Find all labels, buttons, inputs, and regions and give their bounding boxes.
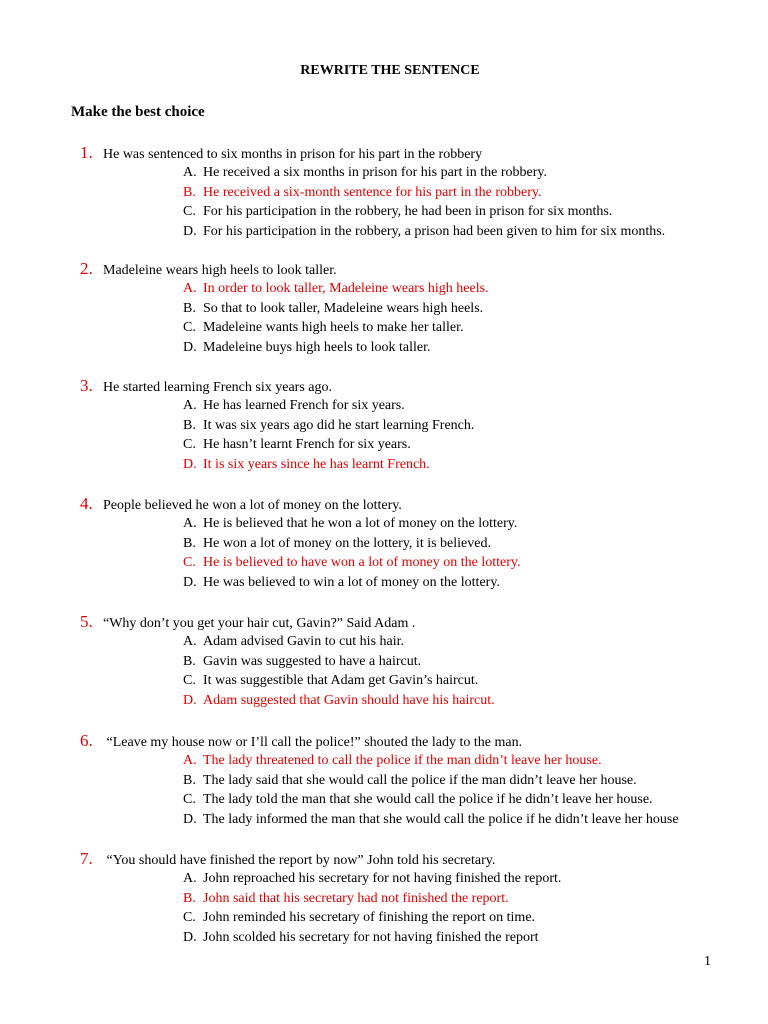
question-number: 2. [80, 259, 93, 278]
answer-option-d [183, 222, 740, 242]
option-text: He received a six-month sentence for his part in the robbery. [203, 184, 542, 200]
answer-option-d [183, 573, 740, 593]
option-text: He was believed to win a lot of money on the lottery. [203, 574, 500, 590]
option-text: He has learned French for six years. [203, 398, 405, 413]
option-text: So that to look taller, Madeleine wears high heels. [203, 300, 484, 316]
option-letter: A. [183, 281, 197, 296]
option-text: For his participation in the robbery, a prison had been given to him for six months. [203, 223, 666, 239]
question-text: “Leave my house now or I’ll call the police!” shouted the lady to the man. [103, 735, 523, 750]
answer-option-d [183, 928, 740, 948]
answer-option-c [183, 908, 740, 928]
option-letter: A. [183, 634, 197, 649]
option-letter: B. [183, 184, 196, 200]
question-text: People believed he won a lot of money on the lottery. [103, 498, 402, 513]
answer-option-d [183, 810, 740, 830]
question-stem [80, 849, 740, 869]
option-text: It was suggestible that Adam get Gavin’s haircut. [203, 673, 479, 688]
question-stem [80, 143, 740, 163]
answer-option-b [183, 534, 740, 554]
option-letter: A. [183, 165, 197, 180]
option-text: Gavin was suggested to have a haircut. [203, 653, 422, 669]
option-letter: C. [183, 437, 196, 452]
answer-option-b [183, 416, 740, 436]
question-4 [80, 494, 740, 592]
answer-option-d [183, 338, 740, 358]
answer-option-a [183, 751, 740, 771]
answer-option-a [183, 396, 740, 416]
option-letter: A. [183, 753, 197, 768]
page-number: 1 [704, 954, 711, 969]
question-7 [80, 849, 740, 947]
answer-option-c [183, 318, 740, 338]
option-letter: C. [183, 673, 196, 688]
answer-option-c [183, 790, 740, 810]
question-text: He was sentenced to six months in prison for his part in the robbery [103, 147, 483, 162]
option-text: He received a six months in prison for his part in the robbery. [203, 165, 547, 180]
question-text: He started learning French six years ago. [103, 380, 332, 395]
option-text: The lady told the man that she would call the police if he didn’t leave her house. [203, 792, 653, 807]
question-number: 3. [80, 376, 93, 395]
answer-option-c [183, 671, 740, 691]
option-letter: D. [183, 929, 197, 945]
option-text: It was six years ago did he start learning French. [203, 417, 475, 433]
option-text: He won a lot of money on the lottery, it is believed. [203, 535, 491, 551]
answer-option-c [183, 553, 740, 573]
option-letter: B. [183, 300, 196, 316]
answer-option-c [183, 202, 740, 222]
option-text: In order to look taller, Madeleine wears high heels. [203, 281, 489, 296]
option-letter: B. [183, 653, 196, 669]
option-text: He is believed to have won a lot of money on the lottery. [203, 555, 521, 570]
option-letter: C. [183, 910, 196, 925]
answer-option-b [183, 183, 740, 203]
option-letter: A. [183, 516, 197, 531]
answer-option-a [183, 632, 740, 652]
answer-option-a [183, 869, 740, 889]
option-letter: B. [183, 772, 196, 788]
question-number: 5. [80, 612, 93, 631]
option-letter: B. [183, 890, 196, 906]
option-letter: D. [183, 811, 197, 827]
question-number: 7. [80, 849, 93, 868]
question-number: 6. [80, 731, 93, 750]
option-text: The lady threatened to call the police if the man didn’t leave her house. [203, 753, 602, 768]
section-heading: Make the best choice [71, 104, 205, 120]
option-letter: C. [183, 320, 196, 335]
question-text: Madeleine wears high heels to look taller. [103, 263, 337, 278]
page-title: REWRITE THE SENTENCE [300, 63, 480, 78]
option-text: Madeleine wants high heels to make her taller. [203, 320, 464, 335]
option-text: John reminded his secretary of finishing the report on time. [203, 910, 536, 925]
option-letter: D. [183, 456, 197, 472]
option-letter: C. [183, 555, 196, 570]
option-letter: B. [183, 535, 196, 551]
question-text: “Why don’t you get your hair cut, Gavin?” Said Adam . [103, 616, 416, 631]
option-text: For his participation in the robbery, he had been in prison for six months. [203, 204, 613, 219]
answer-option-a [183, 163, 740, 183]
option-text: Adam advised Gavin to cut his hair. [203, 634, 405, 649]
option-text: John said that his secretary had not finished the report. [203, 890, 509, 906]
question-number: 4. [80, 494, 93, 513]
question-stem [80, 259, 740, 279]
answer-option-b [183, 299, 740, 319]
option-letter: D. [183, 339, 197, 355]
option-letter: A. [183, 871, 197, 886]
question-3 [80, 376, 740, 474]
option-text: The lady said that she would call the police if the man didn’t leave her house. [203, 772, 637, 788]
option-text: It is six years since he has learnt French. [203, 456, 430, 472]
option-text: He hasn’t learnt French for six years. [203, 437, 411, 452]
answer-option-d [183, 691, 740, 711]
question-stem [80, 376, 740, 396]
question-stem [80, 612, 740, 632]
option-letter: D. [183, 574, 197, 590]
option-letter: C. [183, 204, 196, 219]
question-stem [80, 494, 740, 514]
question-6 [80, 731, 740, 829]
answer-option-c [183, 435, 740, 455]
option-text: He is believed that he won a lot of money on the lottery. [203, 516, 518, 531]
option-letter: D. [183, 692, 197, 708]
option-letter: C. [183, 792, 196, 807]
question-text: “You should have finished the report by now” John told his secretary. [103, 853, 496, 868]
question-number: 1. [80, 143, 93, 162]
option-letter: B. [183, 417, 196, 433]
answer-option-d [183, 455, 740, 475]
answer-option-b [183, 889, 740, 909]
option-text: Madeleine buys high heels to look taller. [203, 339, 431, 355]
question-2 [80, 259, 740, 357]
question-stem [80, 731, 740, 751]
option-letter: D. [183, 223, 197, 239]
question-5 [80, 612, 740, 710]
answer-option-a [183, 279, 740, 299]
option-text: John scolded his secretary for not having finished the report [203, 929, 539, 945]
option-text: John reproached his secretary for not having finished the report. [203, 871, 562, 886]
answer-option-a [183, 514, 740, 534]
option-text: Adam suggested that Gavin should have his haircut. [203, 692, 495, 708]
answer-option-b [183, 771, 740, 791]
option-letter: A. [183, 398, 197, 413]
option-text: The lady informed the man that she would call the police if he didn’t leave her house [203, 811, 679, 827]
question-1 [80, 143, 740, 241]
answer-option-b [183, 652, 740, 672]
